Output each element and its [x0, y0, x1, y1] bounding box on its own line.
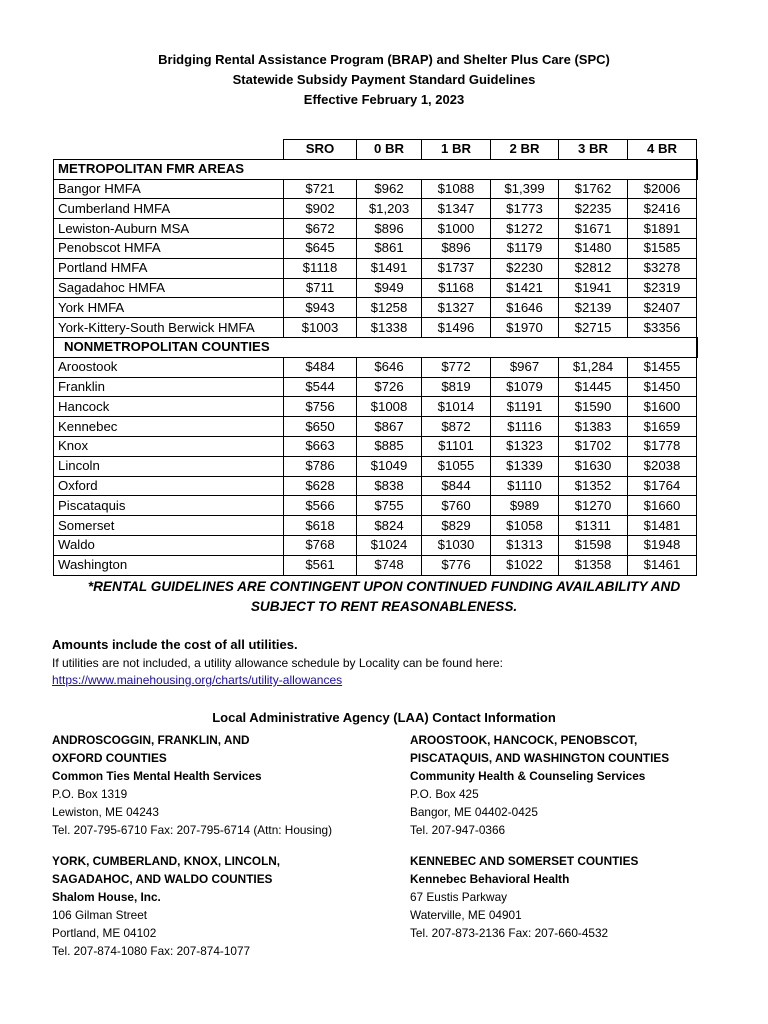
- area-name: Washington: [54, 555, 284, 575]
- rate-cell: $1671: [559, 219, 628, 239]
- rate-cell: $1383: [559, 417, 628, 437]
- phone-line: Tel. 207-873-2136 Fax: 207-660-4532: [410, 926, 609, 940]
- payment-standards-table: [53, 139, 698, 576]
- rate-cell: $1101: [422, 436, 491, 456]
- counties-line: OXFORD COUNTIES: [52, 751, 167, 765]
- table-row: [54, 219, 697, 239]
- rate-cell: $1421: [491, 278, 559, 298]
- rate-cell: $1450: [628, 377, 697, 397]
- rate-cell: $1481: [628, 516, 697, 536]
- column-header: SRO: [284, 140, 357, 160]
- rate-cell: $645: [284, 238, 357, 258]
- rate-cell: $755: [357, 496, 422, 516]
- rate-cell: $1338: [357, 318, 422, 338]
- rate-cell: $902: [284, 199, 357, 219]
- rate-cell: $867: [357, 417, 422, 437]
- document-title: Bridging Rental Assistance Program (BRAP) and Shelter Plus Care (SPC): [158, 52, 610, 67]
- rate-cell: $2006: [628, 179, 697, 199]
- area-name: York HMFA: [54, 298, 284, 318]
- rate-cell: $1,203: [357, 199, 422, 219]
- area-name: York-Kittery-South Berwick HMFA: [54, 318, 284, 338]
- rate-cell: $776: [422, 555, 491, 575]
- rate-cell: $1000: [422, 219, 491, 239]
- rate-cell: $2319: [628, 278, 697, 298]
- rate-cell: $663: [284, 436, 357, 456]
- table-row: [54, 516, 697, 536]
- rate-cell: $1455: [628, 357, 697, 377]
- column-header: 0 BR: [357, 140, 422, 160]
- rate-cell: $748: [357, 555, 422, 575]
- rate-cell: $2038: [628, 456, 697, 476]
- table-row: [54, 238, 697, 258]
- rate-cell: $1480: [559, 238, 628, 258]
- rate-cell: $885: [357, 436, 422, 456]
- rate-cell: $1327: [422, 298, 491, 318]
- rate-cell: $2230: [491, 258, 559, 278]
- address-line: 106 Gilman Street: [52, 908, 148, 922]
- phone-line: Tel. 207-795-6710 Fax: 207-795-6714 (Attn: Housing): [52, 823, 333, 837]
- table-row: [54, 496, 697, 516]
- rate-cell: $1058: [491, 516, 559, 536]
- rate-cell: $943: [284, 298, 357, 318]
- rate-cell: $1,399: [491, 179, 559, 199]
- counties-line: SAGADAHOC, AND WALDO COUNTIES: [52, 872, 273, 886]
- counties-line: KENNEBEC AND SOMERSET COUNTIES: [410, 854, 639, 868]
- rate-cell: $1008: [357, 397, 422, 417]
- counties-line: AROOSTOOK, HANCOCK, PENOBSCOT,: [410, 733, 638, 747]
- rate-cell: $768: [284, 535, 357, 555]
- rate-cell: $1024: [357, 535, 422, 555]
- area-name: Lincoln: [54, 456, 284, 476]
- rate-cell: $1014: [422, 397, 491, 417]
- rate-cell: $824: [357, 516, 422, 536]
- rate-cell: $819: [422, 377, 491, 397]
- rate-cell: $760: [422, 496, 491, 516]
- table-row: [54, 298, 697, 318]
- document-subtitle: Statewide Subsidy Payment Standard Guidelines: [232, 72, 536, 87]
- rate-cell: $628: [284, 476, 357, 496]
- rate-cell: $1496: [422, 318, 491, 338]
- section-row: [54, 159, 697, 179]
- area-name: Aroostook: [54, 357, 284, 377]
- area-name: Knox: [54, 436, 284, 456]
- area-name: Cumberland HMFA: [54, 199, 284, 219]
- rate-cell: $1702: [559, 436, 628, 456]
- funding-disclaimer: [40, 577, 728, 617]
- address-line: Portland, ME 04102: [52, 926, 157, 940]
- area-name: Portland HMFA: [54, 258, 284, 278]
- disclaimer-line: SUBJECT TO RENT REASONABLENESS.: [250, 599, 518, 614]
- rate-cell: $1270: [559, 496, 628, 516]
- area-name: Oxford: [54, 476, 284, 496]
- effective-date: Effective February 1, 2023: [303, 92, 465, 107]
- address-line: Waterville, ME 04901: [410, 908, 522, 922]
- agency-name: Shalom House, Inc.: [52, 890, 161, 904]
- rate-cell: $967: [491, 357, 559, 377]
- rate-cell: $1079: [491, 377, 559, 397]
- area-name: Lewiston-Auburn MSA: [54, 219, 284, 239]
- contact-block-community-health: [410, 731, 750, 839]
- rate-cell: $1630: [559, 456, 628, 476]
- section-title-metropolitan: METROPOLITAN FMR AREAS: [54, 159, 697, 179]
- rate-cell: $1323: [491, 436, 559, 456]
- table-row: [54, 278, 697, 298]
- utilities-text: If utilities are not included, a utility allowance schedule by Locality can be found here:: [52, 656, 503, 670]
- rate-cell: $721: [284, 179, 357, 199]
- address-line: 67 Eustis Parkway: [410, 890, 508, 904]
- rate-cell: $1049: [357, 456, 422, 476]
- rate-cell: $646: [357, 357, 422, 377]
- disclaimer-line: *RENTAL GUIDELINES ARE CONTINGENT UPON CONTINUED FUNDING AVAILABILITY AND: [87, 579, 681, 594]
- rate-cell: $756: [284, 397, 357, 417]
- utilities-heading: Amounts include the cost of all utilities.: [52, 637, 298, 652]
- phone-line: Tel. 207-947-0366: [410, 823, 506, 837]
- address-line: Lewiston, ME 04243: [52, 805, 159, 819]
- area-name: Somerset: [54, 516, 284, 536]
- rate-cell: $1646: [491, 298, 559, 318]
- rate-cell: $1311: [559, 516, 628, 536]
- rate-cell: $561: [284, 555, 357, 575]
- table-row: [54, 535, 697, 555]
- document-header: [0, 50, 768, 110]
- table-row: [54, 377, 697, 397]
- table-row: [54, 476, 697, 496]
- address-line: P.O. Box 425: [410, 787, 479, 801]
- rate-cell: $1941: [559, 278, 628, 298]
- rate-cell: $872: [422, 417, 491, 437]
- rate-cell: $1358: [559, 555, 628, 575]
- area-name: Waldo: [54, 535, 284, 555]
- utility-allowances-link[interactable]: https://www.mainehousing.org/charts/utility-allowances: [52, 673, 343, 687]
- rate-cell: $829: [422, 516, 491, 536]
- rate-cell: $1118: [284, 258, 357, 278]
- rate-cell: $838: [357, 476, 422, 496]
- column-header: 1 BR: [422, 140, 491, 160]
- table-row: [54, 417, 697, 437]
- rate-cell: $1313: [491, 535, 559, 555]
- table-header-row: [54, 140, 697, 160]
- rate-cell: $3356: [628, 318, 697, 338]
- rate-cell: $726: [357, 377, 422, 397]
- rate-cell: $1445: [559, 377, 628, 397]
- rate-cell: $1272: [491, 219, 559, 239]
- rate-cell: $1764: [628, 476, 697, 496]
- rate-cell: $544: [284, 377, 357, 397]
- rate-cell: $1948: [628, 535, 697, 555]
- column-header: 3 BR: [559, 140, 628, 160]
- rate-cell: $1,284: [559, 357, 628, 377]
- rate-cell: $1491: [357, 258, 422, 278]
- rate-cell: $1022: [491, 555, 559, 575]
- contact-block-shalom-house: [52, 852, 392, 960]
- area-name: Kennebec: [54, 417, 284, 437]
- rate-cell: $1773: [491, 199, 559, 219]
- agency-name: Community Health & Counseling Services: [410, 769, 646, 783]
- rate-cell: $2416: [628, 199, 697, 219]
- rate-cell: $1598: [559, 535, 628, 555]
- phone-line: Tel. 207-874-1080 Fax: 207-874-1077: [52, 944, 251, 958]
- rate-cell: $2139: [559, 298, 628, 318]
- rate-cell: $786: [284, 456, 357, 476]
- rate-cell: $1179: [491, 238, 559, 258]
- address-line: P.O. Box 1319: [52, 787, 128, 801]
- rate-cell: $1116: [491, 417, 559, 437]
- utilities-note: [52, 636, 732, 689]
- rate-cell: $2235: [559, 199, 628, 219]
- laa-contact-title: Local Administrative Agency (LAA) Contact Information: [212, 710, 556, 725]
- rate-cell: $566: [284, 496, 357, 516]
- area-name: Bangor HMFA: [54, 179, 284, 199]
- agency-name: Common Ties Mental Health Services: [52, 769, 262, 783]
- rate-cell: $861: [357, 238, 422, 258]
- rate-cell: $1737: [422, 258, 491, 278]
- rate-cell: $1003: [284, 318, 357, 338]
- rate-cell: $962: [357, 179, 422, 199]
- table-row: [54, 318, 697, 338]
- section-title-nonmetropolitan: NONMETROPOLITAN COUNTIES: [54, 337, 697, 357]
- rate-cell: $1352: [559, 476, 628, 496]
- rate-cell: $1590: [559, 397, 628, 417]
- rate-cell: $711: [284, 278, 357, 298]
- rate-cell: $1258: [357, 298, 422, 318]
- column-header: 4 BR: [628, 140, 697, 160]
- table-row: [54, 456, 697, 476]
- rate-cell: $1347: [422, 199, 491, 219]
- area-name: Piscataquis: [54, 496, 284, 516]
- table-row: [54, 436, 697, 456]
- rate-cell: $896: [357, 219, 422, 239]
- rate-cell: $2407: [628, 298, 697, 318]
- rate-cell: $1088: [422, 179, 491, 199]
- address-line: Bangor, ME 04402-0425: [410, 805, 538, 819]
- rate-cell: $1110: [491, 476, 559, 496]
- table-corner: [54, 140, 284, 160]
- rate-cell: $1585: [628, 238, 697, 258]
- counties-line: ANDROSCOGGIN, FRANKLIN, AND: [52, 733, 250, 747]
- rate-cell: $1339: [491, 456, 559, 476]
- rate-cell: $1191: [491, 397, 559, 417]
- table-row: [54, 555, 697, 575]
- column-header: 2 BR: [491, 140, 559, 160]
- rate-cell: $844: [422, 476, 491, 496]
- contact-block-common-ties: [52, 731, 392, 839]
- rate-cell: $1659: [628, 417, 697, 437]
- section-row: [54, 337, 697, 357]
- rate-cell: $2812: [559, 258, 628, 278]
- rate-cell: $896: [422, 238, 491, 258]
- rate-cell: $1970: [491, 318, 559, 338]
- area-name: Penobscot HMFA: [54, 238, 284, 258]
- agency-name: Kennebec Behavioral Health: [410, 872, 570, 886]
- rate-cell: $1778: [628, 436, 697, 456]
- table-row: [54, 258, 697, 278]
- rate-cell: $1762: [559, 179, 628, 199]
- table-row: [54, 357, 697, 377]
- rate-cell: $1168: [422, 278, 491, 298]
- rate-cell: $989: [491, 496, 559, 516]
- contact-block-kennebec-behavioral: [410, 852, 750, 942]
- rate-cell: $1030: [422, 535, 491, 555]
- area-name: Sagadahoc HMFA: [54, 278, 284, 298]
- rate-cell: $484: [284, 357, 357, 377]
- rate-cell: $650: [284, 417, 357, 437]
- counties-line: PISCATAQUIS, AND WASHINGTON COUNTIES: [410, 751, 670, 765]
- rate-cell: $3278: [628, 258, 697, 278]
- table-body: [54, 159, 697, 575]
- rate-cell: $2715: [559, 318, 628, 338]
- rate-cell: $1660: [628, 496, 697, 516]
- area-name: Hancock: [54, 397, 284, 417]
- table-row: [54, 397, 697, 417]
- rate-cell: $1891: [628, 219, 697, 239]
- table-row: [54, 199, 697, 219]
- rate-cell: $949: [357, 278, 422, 298]
- rate-cell: $1055: [422, 456, 491, 476]
- rate-cell: $772: [422, 357, 491, 377]
- rate-cell: $1600: [628, 397, 697, 417]
- rate-cell: $672: [284, 219, 357, 239]
- table-row: [54, 179, 697, 199]
- counties-line: YORK, CUMBERLAND, KNOX, LINCOLN,: [52, 854, 281, 868]
- rate-cell: $618: [284, 516, 357, 536]
- rate-cell: $1461: [628, 555, 697, 575]
- area-name: Franklin: [54, 377, 284, 397]
